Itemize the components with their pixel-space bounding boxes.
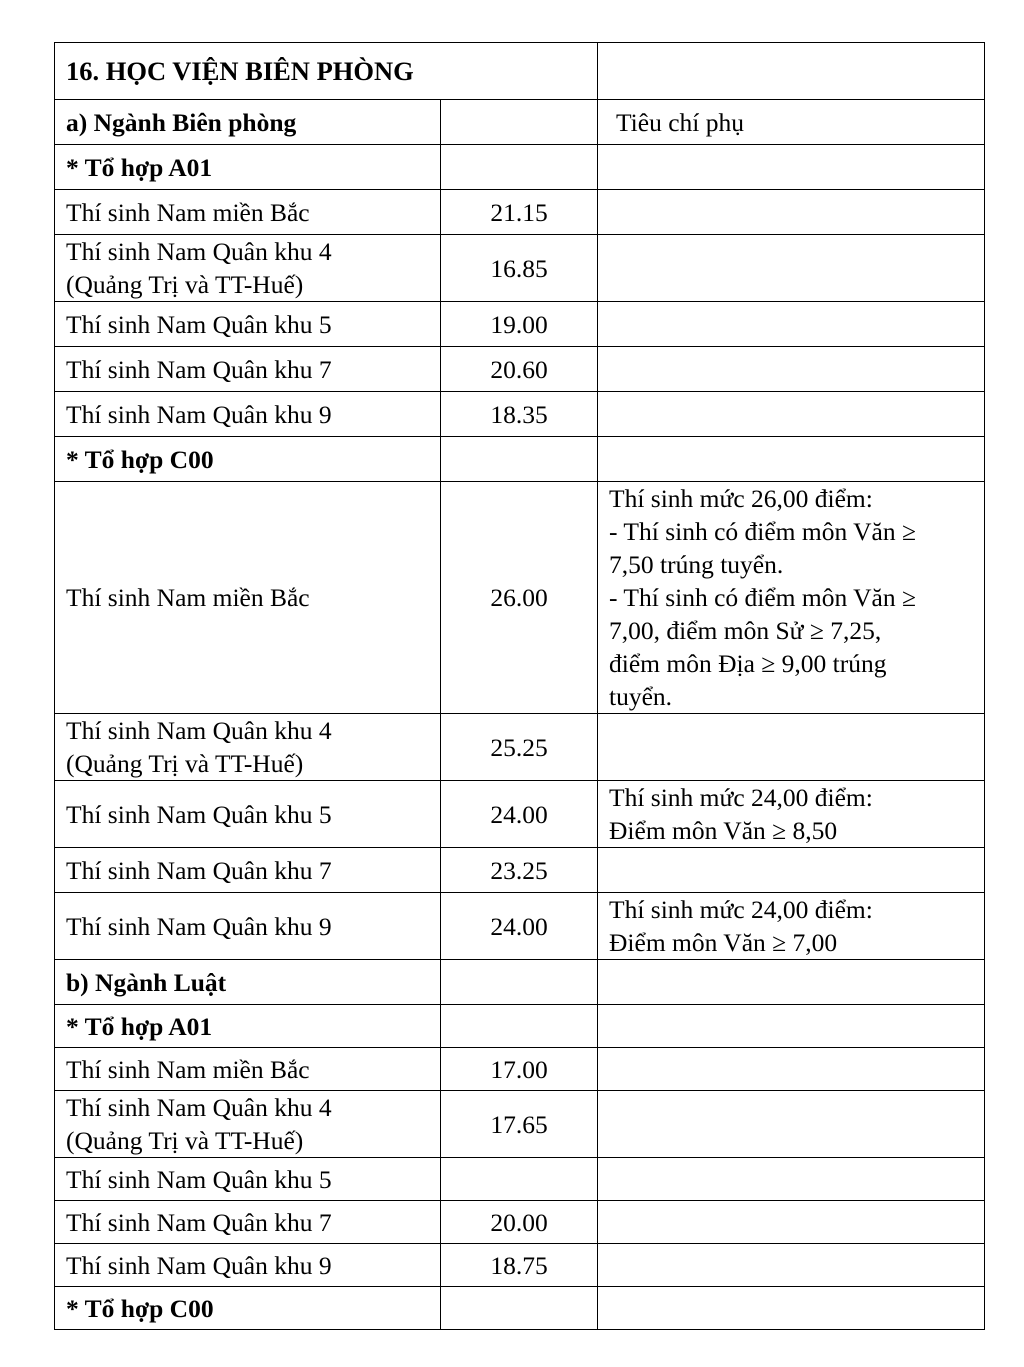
note-line: 7,00, điểm môn Sử ≥ 7,25,	[609, 616, 882, 645]
empty-cell	[598, 1287, 985, 1330]
note-line: Điểm môn Văn ≥ 7,00	[609, 928, 838, 957]
group-label: * Tổ hợp A01	[55, 145, 441, 190]
table-row	[55, 190, 985, 235]
note-cell	[598, 347, 985, 392]
empty-cell	[598, 437, 985, 482]
candidate-line: (Quảng Trị và TT-Huế)	[66, 1126, 304, 1155]
note-cell	[598, 1201, 985, 1244]
empty-cell	[441, 960, 598, 1005]
score-cell: 17.00	[441, 1048, 598, 1091]
criteria-header: Tiêu chí phụ	[598, 100, 985, 145]
group-label: * Tổ hợp C00	[55, 1287, 441, 1330]
score-cell: 24.00	[441, 893, 598, 960]
score-cell: 19.00	[441, 302, 598, 347]
table-row	[55, 893, 985, 960]
section-title: 16. HỌC VIỆN BIÊN PHÒNG	[55, 43, 598, 100]
note-line: Thí sinh mức 24,00 điểm:	[609, 783, 873, 812]
group-row	[55, 1287, 985, 1330]
group-row	[55, 1005, 985, 1048]
table-row	[55, 1158, 985, 1201]
table-row	[55, 1091, 985, 1158]
score-cell	[441, 1158, 598, 1201]
major-row	[55, 960, 985, 1005]
note-line: Thí sinh mức 24,00 điểm:	[609, 895, 873, 924]
table-row	[55, 781, 985, 848]
candidate-cell: Thí sinh Nam Quân khu 7	[55, 347, 441, 392]
score-cell: 25.25	[441, 714, 598, 781]
candidate-line: (Quảng Trị và TT-Huế)	[66, 270, 304, 299]
note-cell	[598, 1091, 985, 1158]
note-cell	[598, 1048, 985, 1091]
candidate-cell: Thí sinh Nam miền Bắc	[55, 482, 441, 714]
table-row	[55, 482, 985, 714]
group-label: * Tổ hợp C00	[55, 437, 441, 482]
note-line: Điểm môn Văn ≥ 8,50	[609, 816, 838, 845]
table-row	[55, 347, 985, 392]
note-line: điểm môn Địa ≥ 9,00 trúng	[609, 649, 887, 678]
note-cell	[598, 714, 985, 781]
score-cell: 26.00	[441, 482, 598, 714]
note-line: 7,50 trúng tuyển.	[609, 550, 784, 579]
note-cell	[598, 392, 985, 437]
candidate-cell: Thí sinh Nam Quân khu 7	[55, 1201, 441, 1244]
table-row	[55, 302, 985, 347]
major-label: b) Ngành Luật	[55, 960, 441, 1005]
admission-score-table	[54, 42, 985, 1330]
candidate-line: Thí sinh Nam Quân khu 4	[66, 1093, 332, 1122]
table-row	[55, 1244, 985, 1287]
note-line: Thí sinh mức 26,00 điểm:	[609, 484, 873, 513]
note-cell	[598, 893, 985, 960]
empty-cell	[598, 145, 985, 190]
candidate-cell	[55, 1091, 441, 1158]
table-row	[55, 1048, 985, 1091]
note-line: - Thí sinh có điểm môn Văn ≥	[609, 517, 916, 546]
candidate-cell: Thí sinh Nam Quân khu 5	[55, 302, 441, 347]
candidate-cell: Thí sinh Nam Quân khu 9	[55, 392, 441, 437]
score-cell: 17.65	[441, 1091, 598, 1158]
empty-cell	[441, 100, 598, 145]
note-cell	[598, 235, 985, 302]
table-row	[55, 392, 985, 437]
empty-cell	[441, 145, 598, 190]
note-cell	[598, 848, 985, 893]
candidate-cell: Thí sinh Nam Quân khu 9	[55, 893, 441, 960]
section-title-row	[55, 43, 985, 100]
group-row	[55, 437, 985, 482]
candidate-cell: Thí sinh Nam Quân khu 7	[55, 848, 441, 893]
note-line: - Thí sinh có điểm môn Văn ≥	[609, 583, 916, 612]
score-cell: 20.00	[441, 1201, 598, 1244]
major-row	[55, 100, 985, 145]
score-cell: 18.35	[441, 392, 598, 437]
candidate-line: (Quảng Trị và TT-Huế)	[66, 749, 304, 778]
candidate-cell: Thí sinh Nam miền Bắc	[55, 190, 441, 235]
empty-cell	[441, 437, 598, 482]
candidate-cell: Thí sinh Nam Quân khu 5	[55, 1158, 441, 1201]
candidate-cell: Thí sinh Nam Quân khu 5	[55, 781, 441, 848]
major-label: a) Ngành Biên phòng	[55, 100, 441, 145]
table-row	[55, 848, 985, 893]
candidate-cell: Thí sinh Nam Quân khu 9	[55, 1244, 441, 1287]
empty-cell	[598, 1005, 985, 1048]
note-cell	[598, 482, 985, 714]
score-cell: 20.60	[441, 347, 598, 392]
candidate-line: Thí sinh Nam Quân khu 4	[66, 716, 332, 745]
score-cell: 24.00	[441, 781, 598, 848]
score-cell: 18.75	[441, 1244, 598, 1287]
note-cell	[598, 781, 985, 848]
candidate-cell: Thí sinh Nam miền Bắc	[55, 1048, 441, 1091]
score-cell: 16.85	[441, 235, 598, 302]
score-cell: 21.15	[441, 190, 598, 235]
empty-cell	[598, 43, 985, 100]
score-cell: 23.25	[441, 848, 598, 893]
note-cell	[598, 302, 985, 347]
note-cell	[598, 1158, 985, 1201]
table-row	[55, 714, 985, 781]
empty-cell	[598, 960, 985, 1005]
empty-cell	[441, 1287, 598, 1330]
empty-cell	[441, 1005, 598, 1048]
candidate-line: Thí sinh Nam Quân khu 4	[66, 237, 332, 266]
candidate-cell	[55, 235, 441, 302]
note-line: tuyển.	[609, 682, 673, 711]
note-cell	[598, 1244, 985, 1287]
note-cell	[598, 190, 985, 235]
table-row	[55, 1201, 985, 1244]
group-row	[55, 145, 985, 190]
candidate-cell	[55, 714, 441, 781]
group-label: * Tổ hợp A01	[55, 1005, 441, 1048]
table-row	[55, 235, 985, 302]
